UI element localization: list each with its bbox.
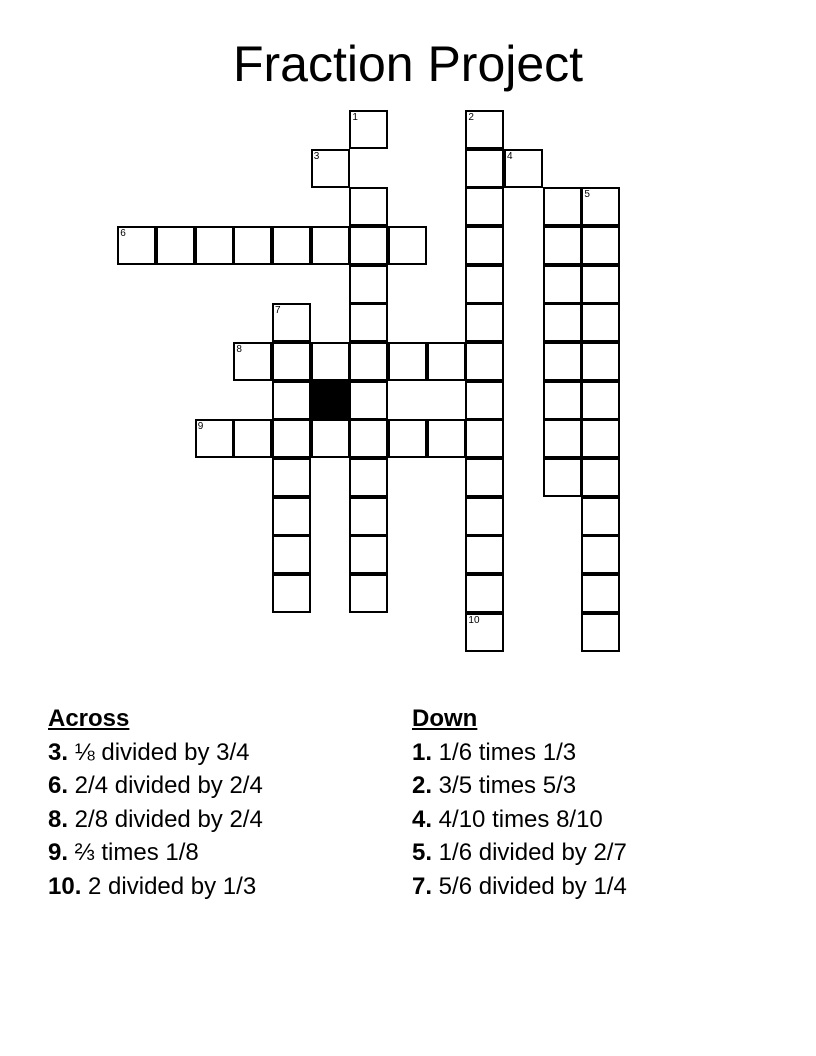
clue-number: 1. [412,738,433,766]
down-clue-2 [412,769,627,803]
down-clues [412,702,627,904]
crossword-cell[interactable] [349,574,388,613]
clue-text: 2/4 divided by 2/4 [68,772,263,800]
crossword-cell[interactable] [427,342,466,381]
crossword-cell[interactable] [272,381,311,420]
crossword-cell[interactable] [156,226,195,265]
across-clue-6 [48,769,263,803]
clue-number-label: 2 [468,112,474,123]
crossword-cell[interactable] [195,419,234,458]
crossword-cell[interactable] [272,535,311,574]
clue-number-label: 10 [468,614,480,626]
down-clue-5 [412,836,627,870]
crossword-cell[interactable] [581,419,620,458]
clue-number-label: 7 [275,305,281,317]
clue-number: 7. [412,872,433,900]
crossword-cell[interactable] [388,419,427,458]
across-clue-9 [48,836,263,870]
crossword-cell[interactable] [465,226,504,265]
crossword-cell[interactable] [233,342,272,381]
crossword-cell[interactable] [233,226,272,265]
clue-number-label: 8 [236,344,242,355]
crossword-cell[interactable] [195,226,234,265]
clue-text: 2/8 divided by 2/4 [68,805,263,833]
crossword-cell[interactable] [349,226,388,265]
crossword-cell[interactable] [465,497,504,536]
crossword-cell[interactable] [427,419,466,458]
crossword-cell[interactable] [349,458,388,497]
crossword-cell[interactable] [465,458,504,497]
crossword-cell[interactable] [465,613,504,652]
clue-number: 10. [48,872,82,900]
crossword-cell[interactable] [465,149,504,188]
crossword-cell[interactable] [117,226,156,265]
crossword-cell[interactable] [581,265,620,304]
crossword-cell[interactable] [504,149,543,188]
crossword-cell[interactable] [465,574,504,613]
crossword-cell[interactable] [543,226,582,265]
crossword-cell[interactable] [465,187,504,226]
crossword-cell[interactable] [233,419,272,458]
crossword-cell[interactable] [272,303,311,342]
crossword-cell[interactable] [465,110,504,149]
down-heading: Down [412,705,478,732]
crossword-cell[interactable] [581,226,620,265]
crossword-cell[interactable] [581,187,620,226]
crossword-cell[interactable] [272,574,311,613]
clue-number: 5. [412,839,433,867]
across-heading: Across [48,705,130,732]
clue-number: 2. [412,772,433,800]
crossword-cell[interactable] [465,265,504,304]
crossword-cell[interactable] [543,265,582,304]
clue-number-label: 9 [197,421,204,433]
crossword-cell[interactable] [543,381,582,420]
crossword-cell[interactable] [465,342,504,381]
crossword-cell[interactable] [543,419,582,458]
down-clue-7 [412,870,627,904]
clue-number: 6. [48,772,69,800]
black-square [311,381,350,420]
crossword-cell[interactable] [349,342,388,381]
crossword-cell[interactable] [581,535,620,574]
clue-number: 4. [412,805,433,833]
clue-number: 9. [48,839,69,867]
clue-text: 4/10 times 8/10 [432,805,603,833]
crossword-cell[interactable] [465,419,504,458]
crossword-cell[interactable] [311,342,350,381]
across-clues [48,702,263,904]
puzzle-title: Fraction Project [232,36,584,92]
crossword-cell[interactable] [349,419,388,458]
crossword-cell[interactable] [349,497,388,536]
clue-number-label: 3 [313,150,320,162]
crossword-cell[interactable] [349,535,388,574]
crossword-cell[interactable] [543,458,582,497]
clue-text: 1/6 times 1/3 [432,738,577,766]
clue-number-label: 4 [507,150,513,162]
crossword-cell[interactable] [311,149,350,188]
crossword-cell[interactable] [465,535,504,574]
crossword-cell[interactable] [272,226,311,265]
crossword-cell[interactable] [581,381,620,420]
clue-text: 2 divided by 1/3 [81,872,257,900]
crossword-cell[interactable] [272,342,311,381]
crossword-cell[interactable] [311,226,350,265]
crossword-cell[interactable] [311,419,350,458]
crossword-cell[interactable] [543,342,582,381]
clue-text: ⅔ times 1/8 [68,839,199,867]
crossword-cell[interactable] [388,226,427,265]
clue-number-label: 1 [352,112,358,123]
crossword-cell[interactable] [349,381,388,420]
across-clue-8 [48,803,263,837]
crossword-cell[interactable] [349,303,388,342]
crossword-cell[interactable] [465,303,504,342]
across-clue-3 [48,736,263,770]
crossword-cell[interactable] [272,458,311,497]
across-clue-10 [48,870,263,904]
crossword-cell[interactable] [272,419,311,458]
crossword-cell[interactable] [272,497,311,536]
clue-number-label: 5 [584,189,590,201]
clue-text: 1/6 divided by 2/7 [432,839,627,867]
crossword-cell[interactable] [581,497,620,536]
crossword-cell[interactable] [388,342,427,381]
crossword-cell[interactable] [581,613,620,652]
clue-number: 8. [48,805,69,833]
crossword-cell[interactable] [543,303,582,342]
clue-number: 3. [48,738,69,766]
crossword-cell[interactable] [543,187,582,226]
crossword-cell[interactable] [581,303,620,342]
crossword-cell[interactable] [581,574,620,613]
crossword-cell[interactable] [349,187,388,226]
down-clue-1 [412,736,627,770]
clue-text: ⅛ divided by 3/4 [68,738,250,766]
crossword-cell[interactable] [465,381,504,420]
clue-text: 5/6 divided by 1/4 [432,872,627,900]
crossword-cell[interactable] [581,342,620,381]
clue-number-label: 6 [120,228,126,239]
down-clue-4 [412,803,627,837]
clue-text: 3/5 times 5/3 [432,772,577,800]
crossword-cell[interactable] [349,265,388,304]
crossword-cell[interactable] [349,110,388,149]
crossword-cell[interactable] [581,458,620,497]
